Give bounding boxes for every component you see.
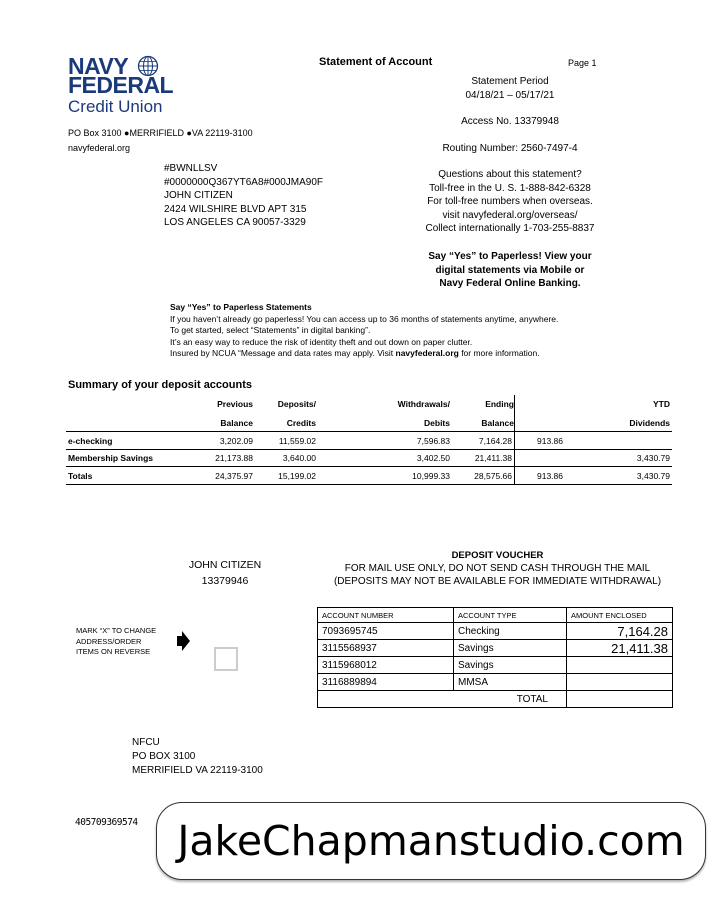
voucher-total-field[interactable] <box>567 691 673 708</box>
header-credits: Credits <box>286 418 316 428</box>
col-amount-enclosed: AMOUNT ENCLOSED <box>567 608 673 623</box>
bank-website: navyfederal.org <box>68 143 131 153</box>
row-totals-name: Totals <box>68 471 93 481</box>
header-debits: Debits <box>424 418 450 428</box>
paperless-note-line-2: To get started, select “Statements” in digital banking”. <box>170 325 371 335</box>
statement-period-range: 04/18/21 – 05/17/21 <box>465 89 555 101</box>
row-totals-ending: 28,575.66 <box>474 471 512 481</box>
row-echecking-ending: 7,164.28 <box>478 436 512 446</box>
header-ending-balance: Balance <box>481 418 514 428</box>
voucher-account-type: Checking <box>454 623 567 640</box>
voucher-note-1: FOR MAIL USE ONLY, DO NOT SEND CASH THROUGH THE MAIL <box>344 563 651 574</box>
change-address-line-2: ADDRESS/ORDER <box>76 636 142 646</box>
voucher-row <box>318 623 673 640</box>
statement-period-block <box>420 75 600 102</box>
row-echecking-previous: 3,202.09 <box>219 436 253 446</box>
voucher-header <box>310 549 685 588</box>
voucher-account-number: 3115968012 <box>318 657 454 674</box>
header-ytd: YTD <box>653 399 670 409</box>
contact-line-5: Collect internationally 1-703-255-8837 <box>425 223 595 234</box>
row-savings-deposits: 3,640.00 <box>282 453 316 463</box>
voucher-header-row <box>318 608 673 623</box>
change-address-line-1: MARK “X” TO CHANGE <box>76 626 157 635</box>
row-totals-previous: 24,375.97 <box>215 471 253 481</box>
bank-address: PO Box 3100 ●MERRIFIELD ●VA 22119-3100 <box>68 128 253 138</box>
summary-title: Summary of your deposit accounts <box>68 379 252 391</box>
change-address-checkbox[interactable] <box>214 647 238 671</box>
paperless-note <box>170 302 558 360</box>
paperless-promo-line-2: digital statements via Mobile or <box>435 264 585 276</box>
voucher-account-number: 7093695745 <box>318 623 454 640</box>
paperless-note-line-3: It’s an easy way to reduce the risk of identity theft and out down on paper clutter. <box>170 336 473 347</box>
row-totals-dividends: 913.86 <box>537 471 563 481</box>
micr-line: 405709369574 <box>75 817 138 828</box>
recipient-name: JOHN CITIZEN <box>164 190 233 201</box>
voucher-amount-field[interactable]: 7,164.28 <box>567 623 673 640</box>
row-echecking-deposits: 11,559.02 <box>278 436 316 446</box>
voucher-note-2: (DEPOSITS MAY NOT BE AVAILABLE FOR IMMEDIATE WITHDRAWAL) <box>333 576 662 587</box>
recipient-street: 2424 WILSHIRE BLVD APT 315 <box>164 203 307 215</box>
header-withdrawals: Withdrawals/ <box>397 399 450 409</box>
row-totals-deposits: 15,199.02 <box>278 471 316 481</box>
logo-federal: FEDERAL <box>68 72 174 98</box>
contact-line-1: Questions about this statement? <box>438 169 582 180</box>
row-savings-name: Membership Savings <box>68 453 154 463</box>
row-echecking-withdrawals: 7,596.83 <box>416 436 450 446</box>
contact-line-4: visit navyfederal.org/overseas/ <box>442 209 578 221</box>
voucher-row <box>318 640 673 657</box>
voucher-amount-field[interactable] <box>567 657 673 674</box>
voucher-total-label: TOTAL <box>318 691 567 708</box>
voucher-amount-field[interactable] <box>567 674 673 691</box>
voucher-amount-field[interactable]: 21,411.38 <box>567 640 673 657</box>
logo-credit-union: Credit Union <box>68 97 163 116</box>
navyfederal-link[interactable]: navyfederal.org <box>395 348 459 358</box>
row-echecking-dividends: 913.86 <box>537 436 563 446</box>
mail-to-line-1: NFCU <box>132 737 160 748</box>
mail-to-line-2: PO BOX 3100 <box>132 751 196 762</box>
row-savings-ytd: 3,430.79 <box>636 453 670 463</box>
logo-navy: NAVY <box>68 53 129 79</box>
change-address-note <box>76 626 156 658</box>
more-info-text: for more information. <box>458 348 540 358</box>
voucher-total-row <box>318 691 673 708</box>
row-echecking-name: e-checking <box>68 436 113 446</box>
voucher-account-number: 3116889894 <box>318 674 454 691</box>
watermark-banner: JakeChapmanstudio.com <box>156 802 706 880</box>
voucher-row <box>318 674 673 691</box>
access-number: Access No. 13379948 <box>461 116 559 127</box>
routing-number: Routing Number: 2560-7497-4 <box>442 143 578 154</box>
change-address-line-3: ITEMS ON REVERSE <box>76 647 151 656</box>
header-deposits: Deposits/ <box>277 399 316 409</box>
header-dividends: Dividends <box>629 418 670 428</box>
row-savings-withdrawals: 3,402.50 <box>416 453 450 463</box>
summary-divider <box>66 484 672 485</box>
contact-line-2: Toll-free in the U. S. 1-888-842-6328 <box>429 182 591 194</box>
paperless-note-title: Say “Yes” to Paperless Statements <box>170 302 312 312</box>
voucher-row <box>318 657 673 674</box>
paperless-promo-line-1: Say “Yes” to Paperless! View your <box>428 251 592 262</box>
paperless-note-line-4 <box>170 348 558 360</box>
voucher-table <box>317 607 673 708</box>
header-previous: Previous <box>217 399 253 409</box>
paperless-promo-line-3: Navy Federal Online Banking. <box>439 278 581 289</box>
col-account-type: ACCOUNT TYPE <box>454 608 567 623</box>
summary-column-divider <box>514 395 515 484</box>
voucher-title: DEPOSIT VOUCHER <box>451 550 544 561</box>
row-savings-previous: 21,173.88 <box>215 453 253 463</box>
voucher-holder <box>160 557 290 589</box>
voucher-account-type: MMSA <box>454 674 567 691</box>
statement-title: Statement of Account <box>319 56 433 68</box>
voucher-account-type: Savings <box>454 640 567 657</box>
summary-divider <box>66 449 672 450</box>
recipient-code-1: #BWNLLSV <box>164 163 218 174</box>
mail-to-address <box>132 736 263 778</box>
ncua-text: Insured by NCUA “Message and data rates may apply. Visit <box>170 348 396 358</box>
row-totals-withdrawals: 10,999.33 <box>412 471 450 481</box>
recipient-city: LOS ANGELES CA 90057-3329 <box>164 217 306 228</box>
header-balance: Balance <box>220 418 253 428</box>
globe-logo-icon <box>137 55 159 77</box>
statement-period-label: Statement Period <box>471 76 549 87</box>
row-savings-ending: 21,411.38 <box>474 453 512 463</box>
voucher-account-type: Savings <box>454 657 567 674</box>
page-number: Page 1 <box>568 58 597 68</box>
recipient-address <box>164 162 323 230</box>
contact-line-3: For toll-free numbers when overseas. <box>427 196 593 207</box>
recipient-code-2: #0000000Q367YT6A8#000JMA90F <box>164 176 324 188</box>
voucher-account-number: 3115568937 <box>318 640 454 657</box>
summary-divider <box>66 466 672 467</box>
arrow-right-icon <box>177 631 190 651</box>
paperless-promo <box>410 250 610 291</box>
mail-to-line-3: MERRIFIELD VA 22119-3100 <box>132 765 263 776</box>
col-account-number: ACCOUNT NUMBER <box>318 608 454 623</box>
header-ending: Ending <box>485 399 514 409</box>
voucher-holder-name: JOHN CITIZEN <box>188 559 262 571</box>
voucher-holder-access: 13379946 <box>201 575 249 587</box>
paperless-note-line-1: If you haven’t already go paperless! You can access up to 36 months of statements anytime, anywhere. <box>170 313 559 324</box>
summary-divider <box>66 431 672 432</box>
row-totals-ytd: 3,430.79 <box>636 471 670 481</box>
contact-info <box>410 168 610 236</box>
